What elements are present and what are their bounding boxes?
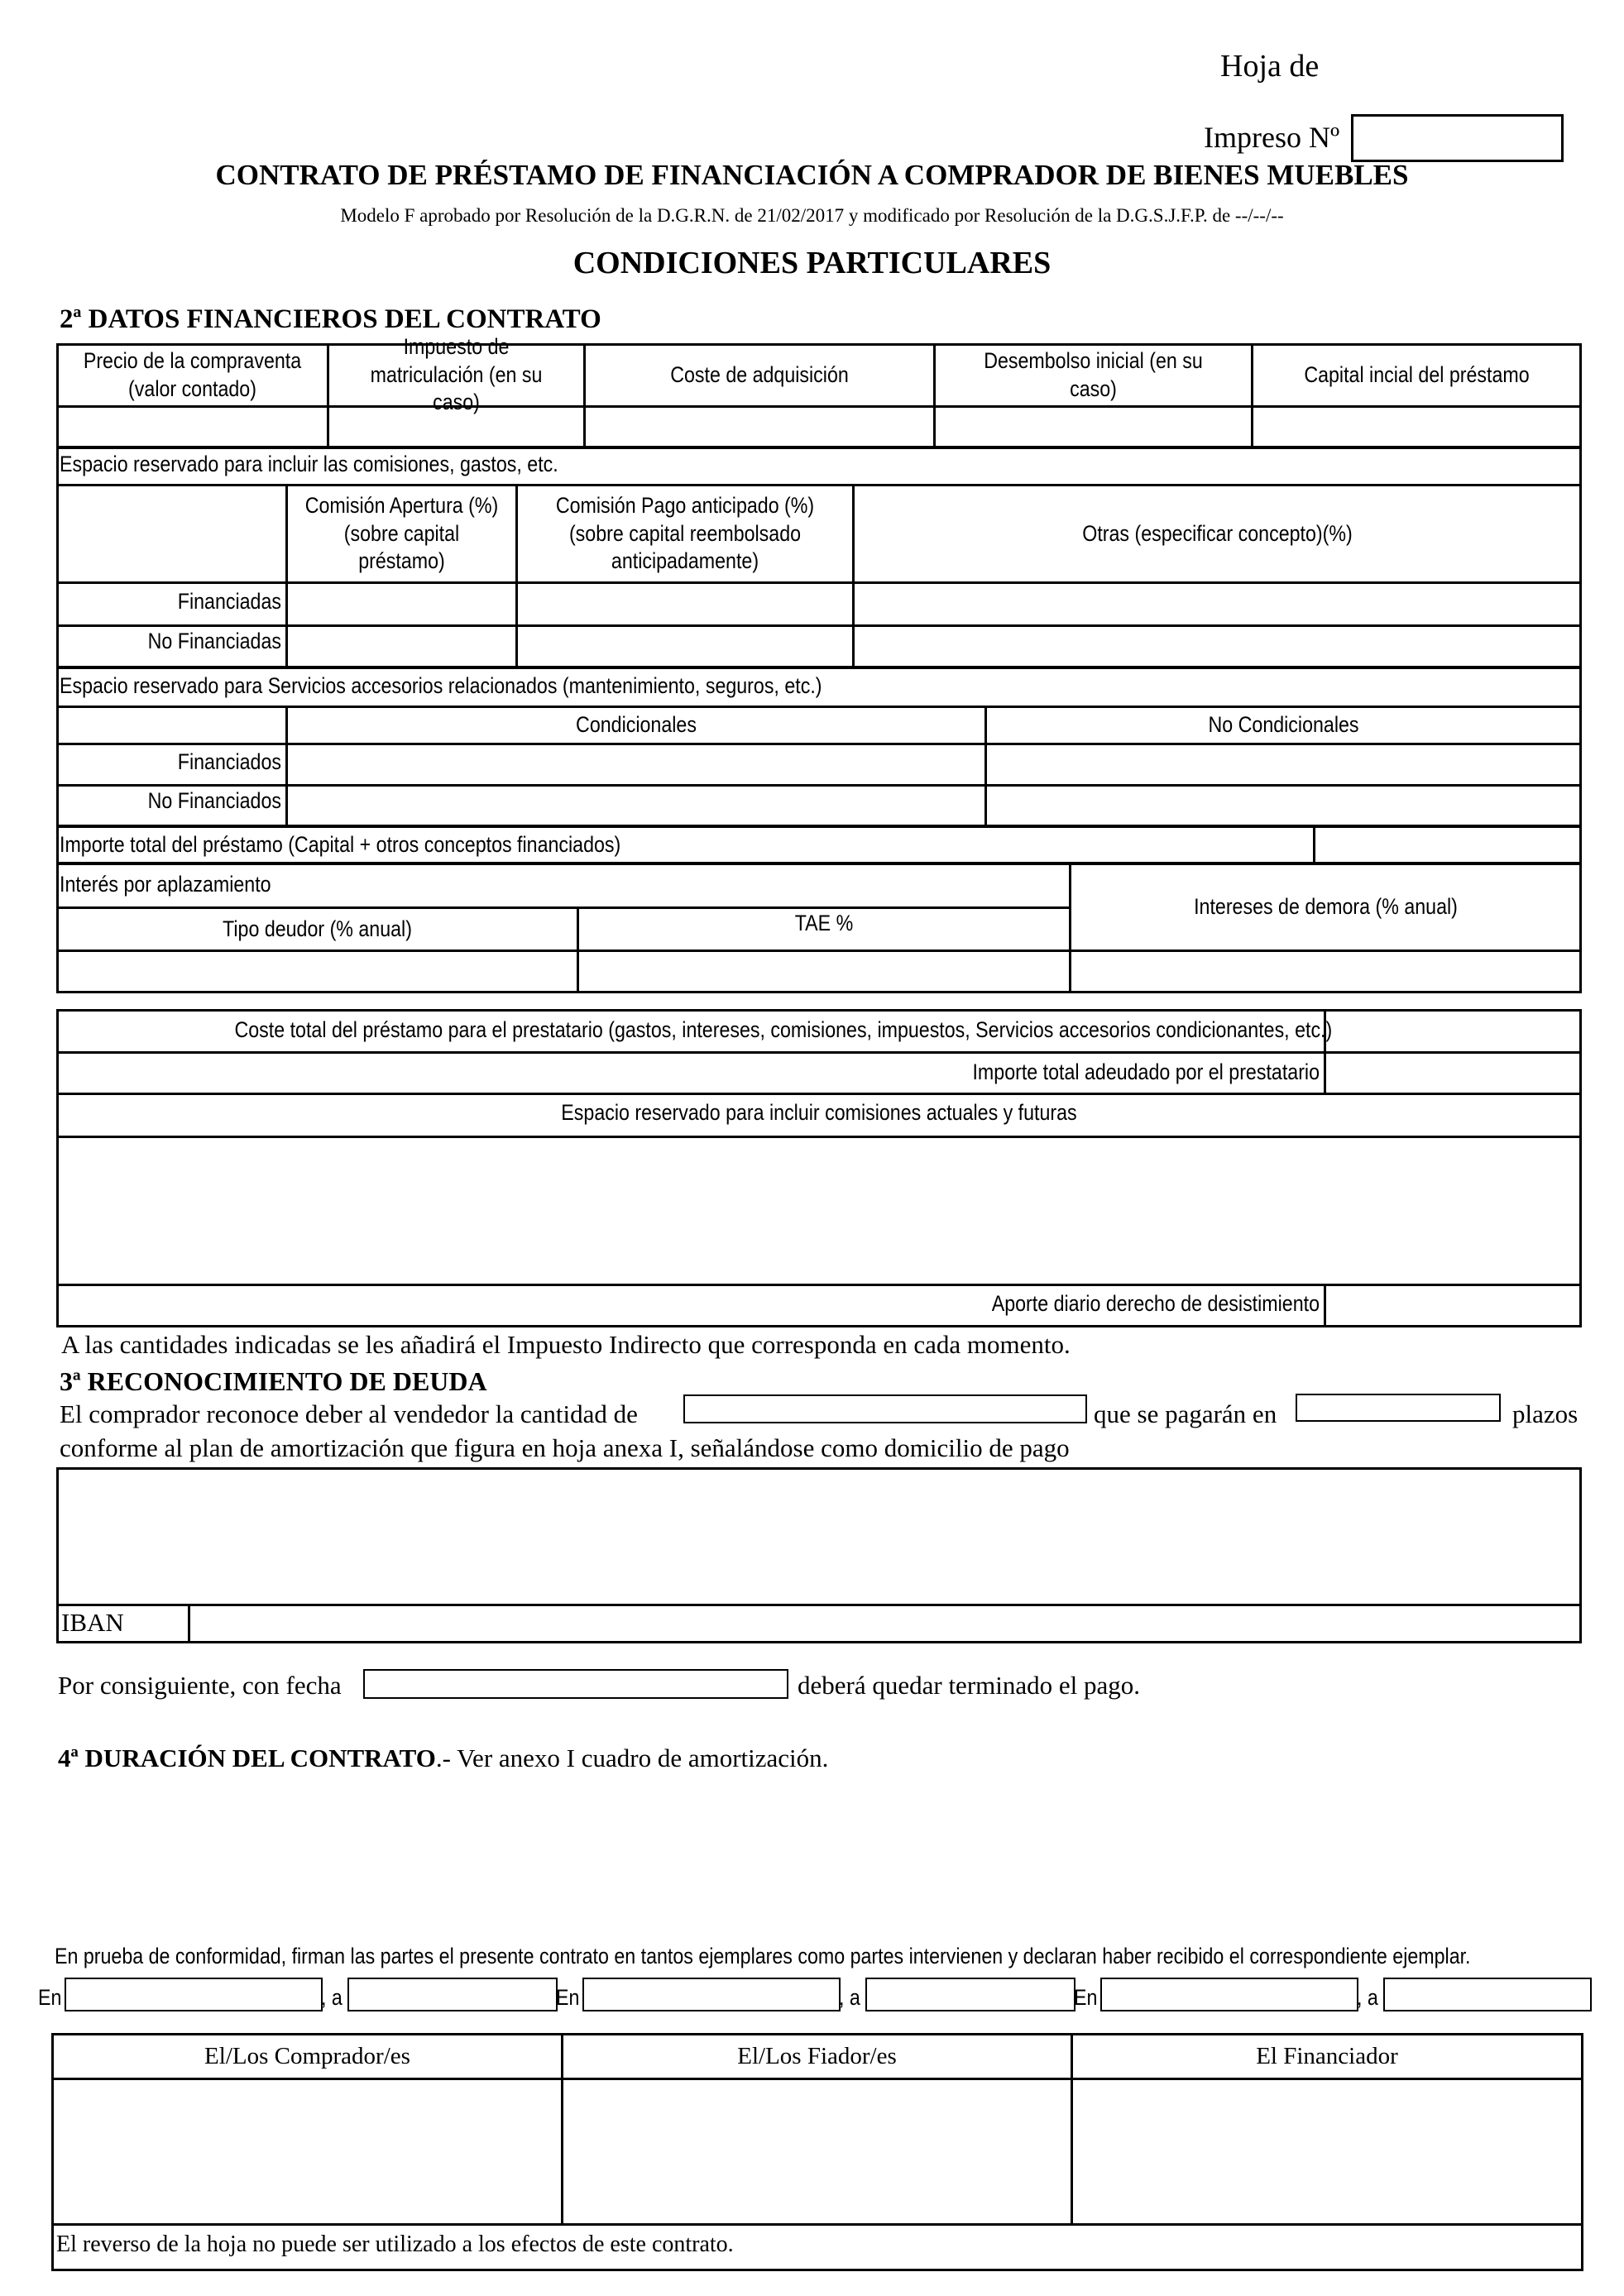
firma-comprador-area[interactable]	[54, 2080, 561, 2223]
precio-compraventa-input[interactable]	[59, 408, 327, 447]
importe-adeudado-label: Importe total adeudado por el prestatario	[972, 1060, 1320, 1084]
a-label-2: , a	[839, 1985, 860, 2010]
fecha-terminacion-field[interactable]	[363, 1669, 788, 1699]
comisiones-futuras-label: Espacio reservado para incluir comisiones actuales y futuras	[561, 1100, 1077, 1126]
financiadas-otras-input[interactable]	[855, 584, 1580, 624]
col-no-condicionales: No Condicionales	[1208, 712, 1359, 738]
no-financiadas-pago-anticipado-input[interactable]	[518, 627, 852, 667]
fecha-field-1[interactable]	[347, 1978, 558, 2011]
fecha-text-a: Por consiguiente, con fecha	[58, 1671, 342, 1700]
col-coste-adquisicion: Coste de adquisición	[670, 361, 849, 387]
domicilio-pago-input[interactable]	[59, 1470, 1580, 1604]
reconocimiento-text-d: conforme al plan de amortización que figura en hoja anexa I, señalándose como domicilio de pago	[60, 1433, 1070, 1462]
no-financiadas-otras-input[interactable]	[855, 627, 1580, 667]
capital-inicial-input[interactable]	[1253, 408, 1580, 447]
col-precio-compraventa: Precio de la compraventa (valor contado)	[83, 347, 302, 401]
lugar-field-2[interactable]	[582, 1978, 841, 2011]
no-financiados-condicionales-input[interactable]	[288, 787, 984, 825]
aporte-diario-label: Aporte diario derecho de desistimiento	[991, 1291, 1320, 1316]
tipo-deudor-label: Tipo deudor (% anual)	[223, 916, 412, 941]
footer-note: El reverso de la hoja no puede ser utilizado a los efectos de este contrato.	[56, 2231, 734, 2257]
no-financiadas-apertura-input[interactable]	[288, 627, 515, 667]
tae-label: TAE %	[794, 910, 854, 935]
fecha-field-2[interactable]	[865, 1978, 1075, 2011]
coste-adquisicion-input[interactable]	[586, 408, 933, 447]
plazos-field[interactable]	[1296, 1394, 1501, 1422]
importe-adeudado-input[interactable]	[1326, 1054, 1580, 1093]
reconocimiento-text-a: El comprador reconoce deber al vendedor la cantidad de	[60, 1399, 638, 1428]
row-no-financiadas: No Financiadas	[147, 629, 281, 653]
en-label-2: En	[556, 1985, 580, 2010]
financiados-no-condicionales-input[interactable]	[987, 745, 1580, 784]
lugar-field-1[interactable]	[65, 1978, 323, 2011]
a-label-3: , a	[1357, 1985, 1378, 2010]
col-capital-inicial: Capital incial del préstamo	[1304, 361, 1530, 387]
duracion-line	[58, 1744, 828, 1773]
datos-financieros-heading: 2ª DATOS FINANCIEROS DEL CONTRATO	[60, 304, 601, 334]
financiadas-pago-anticipado-input[interactable]	[518, 584, 852, 624]
row-financiados: Financiados	[177, 749, 281, 774]
importe-total-label: Importe total del préstamo (Capital + otros conceptos financiados)	[60, 832, 621, 857]
coste-total-label: Coste total del préstamo para el prestatario (gastos, intereses, comisiones, impuestos, Servicios accesorios condicionantes, etc.)	[234, 1017, 1333, 1042]
coste-total-input[interactable]	[1326, 1012, 1580, 1051]
row-no-financiados: No Financiados	[147, 788, 281, 813]
col-impuesto-matriculacion: Impuesto de matriculación (en su caso)	[370, 333, 543, 415]
tipo-deudor-input[interactable]	[59, 952, 577, 992]
interes-aplazamiento-label: Interés por aplazamiento	[60, 872, 271, 897]
col-compradores: El/Los Comprador/es	[204, 2043, 410, 2069]
duracion-heading: 4ª DURACIÓN DEL CONTRATO	[58, 1744, 436, 1772]
fecha-field-3[interactable]	[1383, 1978, 1592, 2011]
servicios-label: Espacio reservado para Servicios accesorios relacionados (mantenimiento, seguros, etc.)	[60, 673, 822, 698]
a-label-1: , a	[321, 1985, 343, 2010]
financiadas-apertura-input[interactable]	[288, 584, 515, 624]
comisiones-label: Espacio reservado para incluir las comisiones, gastos, etc.	[60, 452, 558, 476]
contract-subtitle: Modelo F aprobado por Resolución de la D.G.R.N. de 21/02/2017 y modificado por Resolución de la D.G.S.J.F.P. de --/--/--	[340, 205, 1284, 226]
conformidad-text: En prueba de conformidad, firman las partes el presente contrato en tantos ejemplares como partes intervienen y declaran haber recibido el correspondiente ejemplar.	[55, 1944, 1471, 1968]
comisiones-futuras-area[interactable]	[59, 1138, 1580, 1284]
col-condicionales: Condicionales	[576, 712, 697, 738]
desembolso-inicial-input[interactable]	[936, 408, 1251, 447]
tae-input[interactable]	[579, 952, 1069, 992]
no-financiados-no-condicionales-input[interactable]	[987, 787, 1580, 825]
col-fiadores: El/Los Fiador/es	[737, 2043, 897, 2069]
aporte-diario-input[interactable]	[1326, 1286, 1580, 1326]
cantidad-field[interactable]	[683, 1394, 1087, 1423]
en-label-1: En	[38, 1985, 62, 2010]
intereses-demora-label: Intereses de demora (% anual)	[1194, 894, 1458, 920]
impreso-label: Impreso Nº	[1204, 121, 1340, 154]
firma-fiador-area[interactable]	[563, 2080, 1071, 2223]
duracion-text: .- Ver anexo I cuadro de amortización.	[435, 1744, 829, 1772]
reconocimiento-heading: 3ª RECONOCIMIENTO DE DEUDA	[60, 1366, 487, 1396]
financiados-condicionales-input[interactable]	[288, 745, 984, 784]
impuesto-matriculacion-input[interactable]	[329, 408, 583, 447]
col-comision-apertura: Comisión Apertura (%) (sobre capital préstamo)	[304, 492, 499, 574]
row-financiadas: Financiadas	[177, 589, 281, 614]
fecha-text-b: deberá quedar terminado el pago.	[798, 1671, 1141, 1700]
contract-title: CONTRATO DE PRÉSTAMO DE FINANCIACIÓN A COMPRADOR DE BIENES MUEBLES	[215, 159, 1409, 191]
reconocimiento-text-c: plazos	[1512, 1399, 1578, 1428]
col-financiador: El Financiador	[1256, 2043, 1398, 2069]
impuesto-note: A las cantidades indicadas se les añadirá el Impuesto Indirecto que corresponda en cada momento.	[61, 1330, 1071, 1359]
section-title: CONDICIONES PARTICULARES	[572, 246, 1052, 280]
iban-input[interactable]	[191, 1606, 1580, 1642]
importe-total-input[interactable]	[1315, 828, 1580, 863]
impreso-number-field[interactable]	[1351, 114, 1564, 162]
lugar-field-3[interactable]	[1100, 1978, 1358, 2011]
col-desembolso-inicial: Desembolso inicial (en su caso)	[984, 347, 1203, 401]
intereses-demora-input[interactable]	[1071, 952, 1580, 992]
firma-financiador-area[interactable]	[1073, 2080, 1581, 2223]
col-otras-comisiones: Otras (especificar concepto)(%)	[1082, 520, 1353, 546]
reconocimiento-text-b: que se pagarán en	[1094, 1399, 1277, 1428]
iban-label: IBAN	[61, 1608, 124, 1637]
hoja-label: Hoja de	[1220, 49, 1320, 84]
col-comision-pago-anticipado: Comisión Pago anticipado (%) (sobre capital reembolsado anticipadamente)	[555, 492, 815, 574]
en-label-3: En	[1074, 1985, 1098, 2010]
